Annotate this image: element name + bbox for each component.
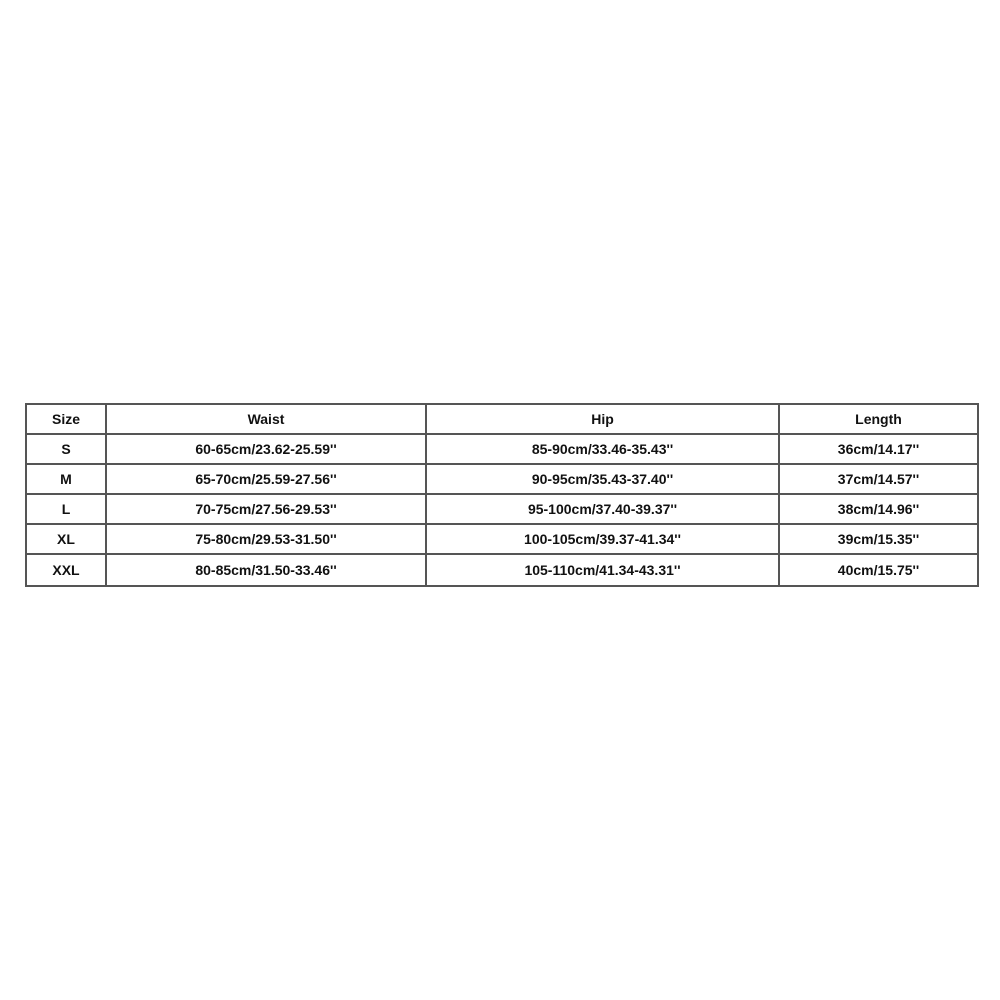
table-row (27, 465, 977, 495)
header-length: Length (780, 405, 977, 435)
cell-length: 37cm/14.57'' (780, 465, 977, 495)
cell-hip: 90-95cm/35.43-37.40'' (427, 465, 780, 495)
cell-waist: 65-70cm/25.59-27.56'' (107, 465, 427, 495)
table-row (27, 435, 977, 465)
cell-waist: 75-80cm/29.53-31.50'' (107, 525, 427, 555)
table-row (27, 495, 977, 525)
header-hip: Hip (427, 405, 780, 435)
cell-length: 36cm/14.17'' (780, 435, 977, 465)
header-waist: Waist (107, 405, 427, 435)
table-row (27, 555, 977, 585)
cell-length: 40cm/15.75'' (837, 562, 920, 578)
table-row (27, 525, 977, 555)
header-size: Size (27, 405, 107, 435)
cell-hip: 100-105cm/39.37-41.34'' (427, 525, 780, 555)
cell-waist: 80-85cm/31.50-33.46'' (107, 555, 427, 585)
cell-size: M (27, 465, 107, 495)
cell-length: 38cm/14.96'' (780, 495, 977, 525)
cell-size: XL (27, 525, 107, 555)
cell-hip: 105-110cm/41.34-43.31'' (427, 555, 780, 585)
size-chart-table (25, 403, 979, 587)
cell-waist: 70-75cm/27.56-29.53'' (107, 495, 427, 525)
cell-size: L (27, 495, 107, 525)
cell-size: S (27, 435, 107, 465)
cell-waist: 60-65cm/23.62-25.59'' (107, 435, 427, 465)
cell-size: XXL (27, 555, 107, 585)
cell-hip: 95-100cm/37.40-39.37'' (427, 495, 780, 525)
cell-hip: 85-90cm/33.46-35.43'' (427, 435, 780, 465)
header-row (27, 405, 977, 435)
cell-length: 39cm/15.35'' (780, 525, 977, 555)
